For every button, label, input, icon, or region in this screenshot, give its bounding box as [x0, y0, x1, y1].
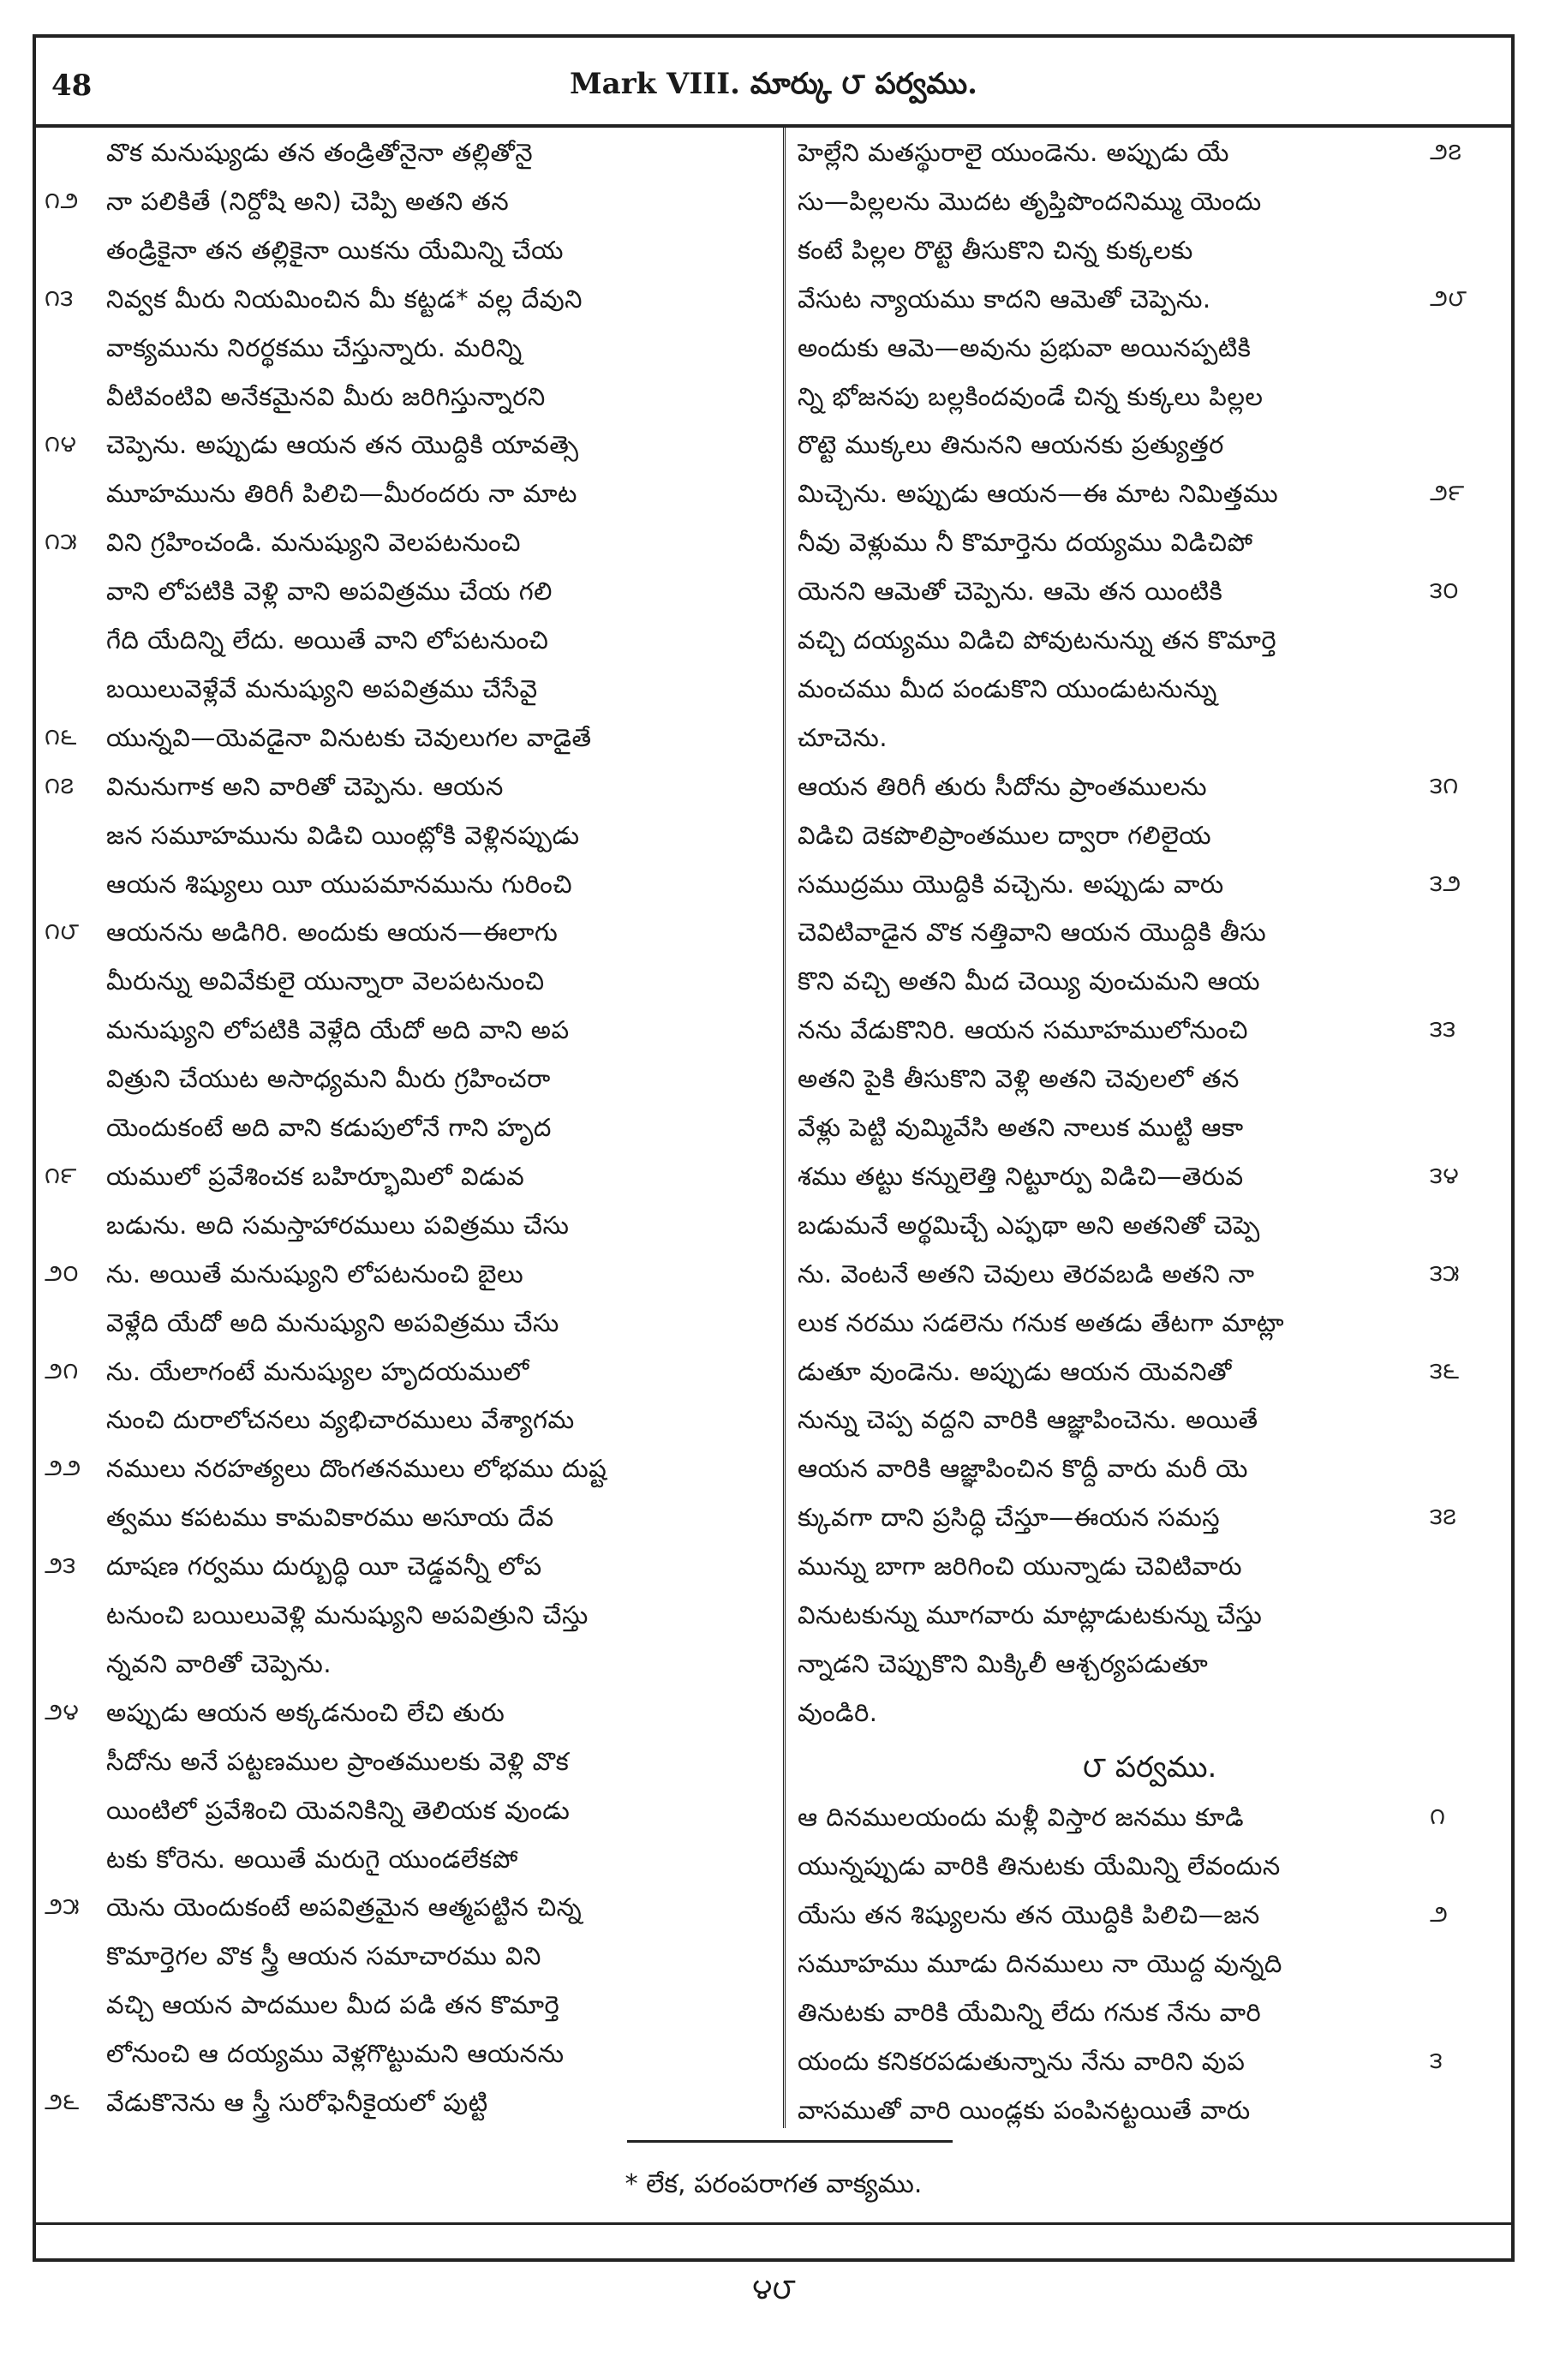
verse-number: ౧౫: [45, 529, 78, 556]
footnote-rule: [627, 2140, 953, 2143]
text-line: [36, 1249, 783, 1299]
text-line: [786, 1639, 1514, 1689]
line-text: నివ్వక మీరు నియమించిన మీ కట్టడ* వల్ల దేవుని: [106, 284, 583, 314]
verse-number: ౨౦: [45, 1259, 80, 1287]
text-line: [786, 1249, 1514, 1299]
text-line: [36, 1639, 783, 1689]
text-line: [36, 1395, 783, 1444]
text-line: [36, 762, 783, 811]
verse-number: ౨౬: [45, 2089, 80, 2115]
verse-number: ౧౬: [45, 723, 77, 750]
line-text: యెందుకంటే అది వాని కడుపులోనే గాని హృద: [106, 1113, 552, 1142]
page-frame: [33, 34, 1515, 2262]
text-line: [786, 907, 1514, 957]
text-line: [36, 1200, 783, 1250]
line-text: ఆ దినములయందు మళ్లీ విస్తార జనము కూడి: [798, 1803, 1245, 1833]
text-line: [786, 1939, 1514, 1988]
verse-number: ౩౨: [1430, 870, 1461, 897]
text-line: [36, 420, 783, 469]
line-text: నా పలికితే (నిర్దోషి అని) చెప్పి అతని తన: [106, 186, 510, 216]
text-line: [36, 615, 783, 665]
verse-number: ౧౩: [45, 284, 74, 312]
line-text: వినునుగాక అని వారితో చెప్పెను. ఆయన: [106, 771, 504, 801]
text-line: [36, 1834, 783, 1884]
verse-number: ౨౨: [45, 1455, 81, 1482]
text-line: [36, 323, 783, 373]
line-text: న్నాడని చెప్పుకొని మిక్కిలీ ఆశ్చర్యపడుతూ: [798, 1648, 1209, 1678]
text-line: [36, 1737, 783, 1786]
line-text: మూహమును తిరిగీ పిలిచి—మీరందరు నా మాట: [106, 479, 577, 509]
text-line: [36, 664, 783, 714]
text-line: [786, 517, 1514, 567]
text-line: [786, 1590, 1514, 1640]
line-text: క్కువగా దాని ప్రసిద్ధి చేస్తూ—ఈయన సమస్త: [798, 1503, 1221, 1533]
line-text: యింటిలో ప్రవేశించి యెవనికిన్ని తెలియక వుండు: [106, 1795, 571, 1825]
line-text: యున్నప్పుడు వారికి తినుటకు యేమిన్ని లేవందున: [798, 1851, 1281, 1881]
line-text: బడును. అది సమస్తాహారములు పవిత్రము చేసు: [106, 1210, 570, 1240]
text-line: [36, 1054, 783, 1103]
verse-number: ౨౯: [1430, 480, 1465, 507]
line-text: నను వేడుకొనిరి. ఆయన సమూహములోనుంచి: [798, 1015, 1248, 1045]
text-line: [786, 2036, 1514, 2086]
text-line: [36, 2078, 783, 2127]
text-line: [786, 713, 1514, 762]
text-line: [36, 274, 783, 324]
verse-number: ౩౧: [1430, 772, 1459, 799]
text-line: [786, 1005, 1514, 1055]
line-text: మీరున్ను అవివేకులై యున్నారా వెలపటనుంచి: [106, 966, 545, 996]
text-line: [786, 1151, 1514, 1201]
line-text: రొట్టె ముక్కలు తినునని ఆయనకు ప్రత్యుత్తర: [798, 430, 1224, 460]
chapter-heading: ౮ పర్వము.: [1082, 1749, 1217, 1785]
verse-number: ౩: [1430, 2047, 1443, 2074]
line-text: విని గ్రహించండి. మనుష్యుని వెలపటనుంచి: [106, 528, 521, 558]
text-line: [786, 1841, 1514, 1891]
verse-number: ౩౦: [1430, 577, 1459, 605]
text-line: [786, 1541, 1514, 1591]
text-line: [36, 810, 783, 860]
verse-number: ౨౫: [45, 1893, 81, 1921]
line-text: ఆయన వారికి ఆజ్ఞాపించిన కొద్దీ వారు మరీ యె: [798, 1454, 1248, 1484]
line-text: టకు కోరెను. అయితే మరుగై యుండలేకపో: [106, 1844, 518, 1874]
text-line: [36, 1980, 783, 2030]
line-text: కంటే పిల్లల రొట్టె తీసుకొని చిన్న కుక్కలకు: [798, 235, 1193, 265]
text-line: [36, 566, 783, 616]
line-text: వేసుట న్యాయము కాదని ఆమెతో చెప్పెను.: [798, 284, 1211, 314]
line-text: శము తట్టు కన్నులెత్తి నిట్టూర్పు విడిచి—తెరువ: [798, 1161, 1244, 1191]
text-line: [786, 225, 1514, 275]
text-line: [786, 176, 1514, 226]
verse-number: ౨౩: [45, 1552, 76, 1580]
line-text: యున్నవి—యెవడైనా వినుటకు చెవులుగల వాడైతే: [106, 722, 592, 752]
line-text: అందుకు ఆమె—అవును ప్రభువా అయినప్పటికి: [798, 332, 1252, 362]
line-text: ఆయనను అడిగిరి. అందుకు ఆయన—ఈలాగు: [106, 918, 559, 948]
line-text: వచ్చి దయ్యము విడిచి పోవుటనున్ను తన కొమార్తె: [798, 625, 1277, 655]
text-line: [786, 274, 1514, 324]
text-line: [786, 2085, 1514, 2135]
verse-number: ౩౪: [1430, 1162, 1460, 1189]
page-header: [36, 38, 1511, 128]
bottom-rule: [36, 2222, 1511, 2225]
line-text: సముద్రము యొద్దికి వచ్చెను. అప్పుడు వారు: [798, 869, 1224, 899]
line-text: చెవిటివాడైన వొక నత్తివాని ఆయన యొద్దికి తీసు: [798, 918, 1267, 948]
line-text: గేది యేదిన్ని లేదు. అయితే వాని లోపటనుంచి: [106, 625, 549, 655]
line-text: దూషణ గర్వము దుర్బుద్ధి యీ చెడ్డవన్నీ లోప: [106, 1552, 542, 1582]
text-columns: [36, 128, 1511, 2128]
verse-number: ౨౧: [45, 1357, 79, 1384]
text-line: [786, 1103, 1514, 1152]
folio: ౪౮: [752, 2272, 796, 2306]
line-text: ను. యేలాగంటే మనుష్యుల హృదయములో: [106, 1356, 529, 1386]
text-line: [36, 1298, 783, 1348]
verse-number: ౩౩: [1430, 1016, 1456, 1043]
line-text: విడిచి దెకపొలిప్రాంతముల ద్వారా గలిలైయ: [798, 820, 1212, 850]
line-text: కొమార్తెగల వొక స్త్రీ ఆయన సమాచారము విని: [106, 1941, 541, 1971]
line-text: మున్ను బాగా జరిగించి యున్నాడు చెవిటివారు: [798, 1552, 1242, 1582]
text-line: [786, 1890, 1514, 1940]
text-line: [786, 420, 1514, 469]
line-text: బడుమనే అర్థమిచ్చే ఎప్ఫథా అని అతనితో చెప్పె: [798, 1210, 1260, 1240]
text-line: [786, 1492, 1514, 1542]
line-text: సీదోను అనే పట్టణముల ప్రాంతములకు వెళ్లి వొక: [106, 1746, 570, 1776]
page-number: 48: [51, 69, 93, 103]
text-line: [786, 1688, 1514, 1737]
line-text: మనుష్యుని లోపటికి వెళ్లేది యేదో అది వాని అప: [106, 1015, 570, 1045]
text-line: [36, 1931, 783, 1981]
text-line: [786, 469, 1514, 518]
line-text: నీవు వెళ్లుము నీ కొమార్తెను దయ్యము విడిచిపో: [798, 528, 1253, 558]
text-line: [36, 1785, 783, 1835]
verse-number: ౧: [1430, 1803, 1446, 1831]
text-line: [786, 1395, 1514, 1444]
line-text: ఆయన తిరిగీ తురు సీదోను ప్రాంతములను: [798, 771, 1208, 801]
text-line: [786, 615, 1514, 665]
text-line: [36, 859, 783, 909]
line-text: వాక్యమును నిరర్థకము చేస్తున్నారు. మరిన్ని: [106, 332, 523, 362]
line-text: నుంచి దురాలోచనలు వ్యభిచారములు వేశ్యాగమ: [106, 1405, 575, 1435]
text-line: [786, 859, 1514, 909]
line-text: వీటివంటివి అనేకమైనవి మీరు జరిగిస్తున్నారని: [106, 381, 546, 411]
line-text: వేళ్లు పెట్టి వుమ్మివేసి అతని నాలుక ముట్టి ఆకా: [798, 1113, 1244, 1142]
line-text: వొక మనుష్యుడు తన తండ్రితోనైనా తల్లితోనై: [106, 138, 534, 167]
line-text: త్వము కపటము కామవికారము అసూయ దేవ: [106, 1503, 554, 1533]
text-line: [36, 713, 783, 762]
text-line: [786, 1347, 1514, 1396]
line-text: తండ్రికైనా తన తల్లికైనా యికను యేమిన్ని చేయ: [106, 235, 564, 265]
line-text: తినుటకు వారికి యేమిన్ని లేదు గనుక నేను వారి: [798, 1997, 1262, 2027]
text-line: [786, 1988, 1514, 2037]
line-text: నములు నరహత్యలు దొంగతనములు లోభము దుష్ట: [106, 1454, 607, 1484]
text-line: [36, 517, 783, 567]
text-line: [786, 1054, 1514, 1103]
line-text: చెప్పెను. అప్పుడు ఆయన తన యొద్దికి యావత్సె: [106, 430, 579, 460]
text-line: [786, 664, 1514, 714]
text-line: [36, 1103, 783, 1152]
verse-number: ౨౮: [1430, 284, 1467, 312]
line-text: యేసు తన శిష్యులను తన యొద్దికి పిలిచి—జన: [798, 1899, 1260, 1929]
text-line: [36, 907, 783, 957]
line-text: యములో ప్రవేశించక బహిర్భూమిలో విడువ: [106, 1161, 525, 1191]
line-text: యెనని ఆమెతో చెప్పెను. ఆమె తన యింటికి: [798, 577, 1223, 607]
running-head: Mark VIII. మార్కు ౮ పర్వము.: [570, 67, 977, 101]
text-line: [36, 1541, 783, 1591]
verse-number: ౧౯: [45, 1162, 77, 1189]
text-line: [786, 566, 1514, 616]
line-text: హెల్లేని మతస్థురాలై యుండెను. అప్పుడు యే: [798, 138, 1229, 167]
line-text: మంచము మీద పండుకొని యుండుటనున్ను: [798, 673, 1217, 703]
line-text: యందు కనికరపడుతున్నాను నేను వారిని వుప: [798, 2046, 1246, 2076]
line-text: ను. వెంటనే అతని చెవులు తెరవబడి అతని నా: [798, 1259, 1255, 1289]
line-text: వాసముతో వారి యిండ్లకు పంపినట్టయితే వారు: [798, 2095, 1251, 2125]
line-text: వినుటకున్ను మూగవారు మాట్లాడుటకున్ను చేస్తు: [798, 1600, 1263, 1630]
line-text: వాని లోపటికి వెళ్లి వాని అపవిత్రము చేయ గలి: [106, 577, 553, 607]
text-line: [36, 1688, 783, 1737]
text-line: [36, 1005, 783, 1055]
line-text: న్నవని వారితో చెప్పెను.: [106, 1648, 332, 1678]
line-text: యెను యెందుకంటే అపవిత్రమైన ఆత్మపట్టిన చిన్న: [106, 1893, 583, 1923]
text-line: [36, 176, 783, 226]
verse-number: ౩౫: [1430, 1259, 1460, 1287]
footnote: * లేక, పరంపరాగత వాక్యము.: [625, 2169, 923, 2199]
line-text: నున్ను చెప్ప వద్దని వారికి ఆజ్ఞాపించెను. అయితే: [798, 1405, 1258, 1435]
line-text: వుండిరి.: [798, 1697, 878, 1727]
text-line: [36, 1151, 783, 1201]
line-text: లోనుంచి ఆ దయ్యము వెళ్లగొట్టుమని ఆయనను: [106, 2039, 565, 2069]
text-line: [786, 762, 1514, 811]
verse-number: ౩౭: [1430, 1504, 1457, 1531]
text-line: [36, 469, 783, 518]
line-text: చూచెను.: [798, 722, 888, 752]
line-text: న్ని భోజనపు బల్లకిందవుండే చిన్న కుక్కలు పిల్లల: [798, 381, 1264, 411]
verse-number: ౧౮: [45, 918, 80, 946]
line-text: ను. అయితే మనుష్యుని లోపటనుంచి బైలు: [106, 1259, 524, 1289]
text-line: [36, 372, 783, 422]
line-text: విత్రుని చేయుట అసాధ్యమని మీరు గ్రహించరా: [106, 1064, 551, 1094]
right-column: [783, 128, 1514, 2128]
verse-number: ౧౪: [45, 431, 77, 458]
text-line: [36, 1444, 783, 1493]
line-text: డుతూ వుండెను. అప్పుడు ఆయన యెవనితో: [798, 1356, 1232, 1386]
line-text: బయిలువెళ్లేవే మనుష్యుని అపవిత్రము చేసేవై: [106, 673, 538, 703]
line-text: అతని పైకి తీసుకొని వెళ్లి అతని చెవులలో తన: [798, 1064, 1240, 1094]
text-line: [36, 225, 783, 275]
text-line: [36, 1347, 783, 1396]
line-text: వెళ్లేది యేదో అది మనుష్యుని అపవిత్రము చేసు: [106, 1307, 559, 1337]
text-line: [786, 810, 1514, 860]
line-text: ఆయన శిష్యులు యీ యుపమానమును గురించి: [106, 869, 573, 899]
text-line: [36, 2029, 783, 2078]
line-text: జన సమూహమును విడిచి యింట్లోకి వెళ్లినప్పుడు: [106, 820, 580, 850]
line-text: లుక నరము సడలెను గనుక అతడు తేటగా మాట్లా: [798, 1307, 1285, 1337]
line-text: వచ్చి ఆయన పాదముల మీద పడి తన కొమార్తె: [106, 1990, 560, 2020]
line-text: వేడుకొనెను ఆ స్త్రీ సురోఫెనీకైయలో పుట్టి: [106, 2088, 488, 2117]
verse-number: ౨౭: [1430, 139, 1462, 165]
verse-number: ౧౨: [45, 187, 79, 214]
verse-number: ౨౪: [45, 1698, 80, 1725]
left-column: [36, 128, 783, 2128]
verse-number: ౧౭: [45, 772, 75, 799]
text-line: [786, 1200, 1514, 1250]
text-line: [36, 1882, 783, 1932]
verse-number: ౩౬: [1430, 1357, 1460, 1384]
line-text: టనుంచి బయిలువెళ్లి మనుష్యుని అపవిత్రుని చేస్తు: [106, 1600, 589, 1630]
text-line: [786, 1444, 1514, 1493]
text-line: [36, 1590, 783, 1640]
text-line: [36, 128, 783, 177]
line-text: అప్పుడు ఆయన అక్కడనుంచి లేచి తురు: [106, 1697, 505, 1727]
line-text: మిచ్చెను. అప్పుడు ఆయన—ఈ మాట నిమిత్తము: [798, 479, 1279, 509]
text-line: [786, 1792, 1514, 1842]
text-line: [786, 323, 1514, 373]
text-line: [786, 372, 1514, 422]
text-line: [36, 1492, 783, 1542]
text-line: [786, 128, 1514, 177]
text-line: [786, 956, 1514, 1006]
verse-number: ౨: [1430, 1900, 1449, 1928]
line-text: సమూహము మూడు దినములు నా యొద్ద వున్నది: [798, 1948, 1282, 1978]
line-text: కొని వచ్చి అతని మీద చెయ్యి వుంచుమని ఆయ: [798, 966, 1261, 996]
text-line: [36, 956, 783, 1006]
line-text: సు—పిల్లలను మొదట తృప్తిపొందనిమ్ము యెందు: [798, 186, 1262, 216]
text-line: [786, 1298, 1514, 1348]
